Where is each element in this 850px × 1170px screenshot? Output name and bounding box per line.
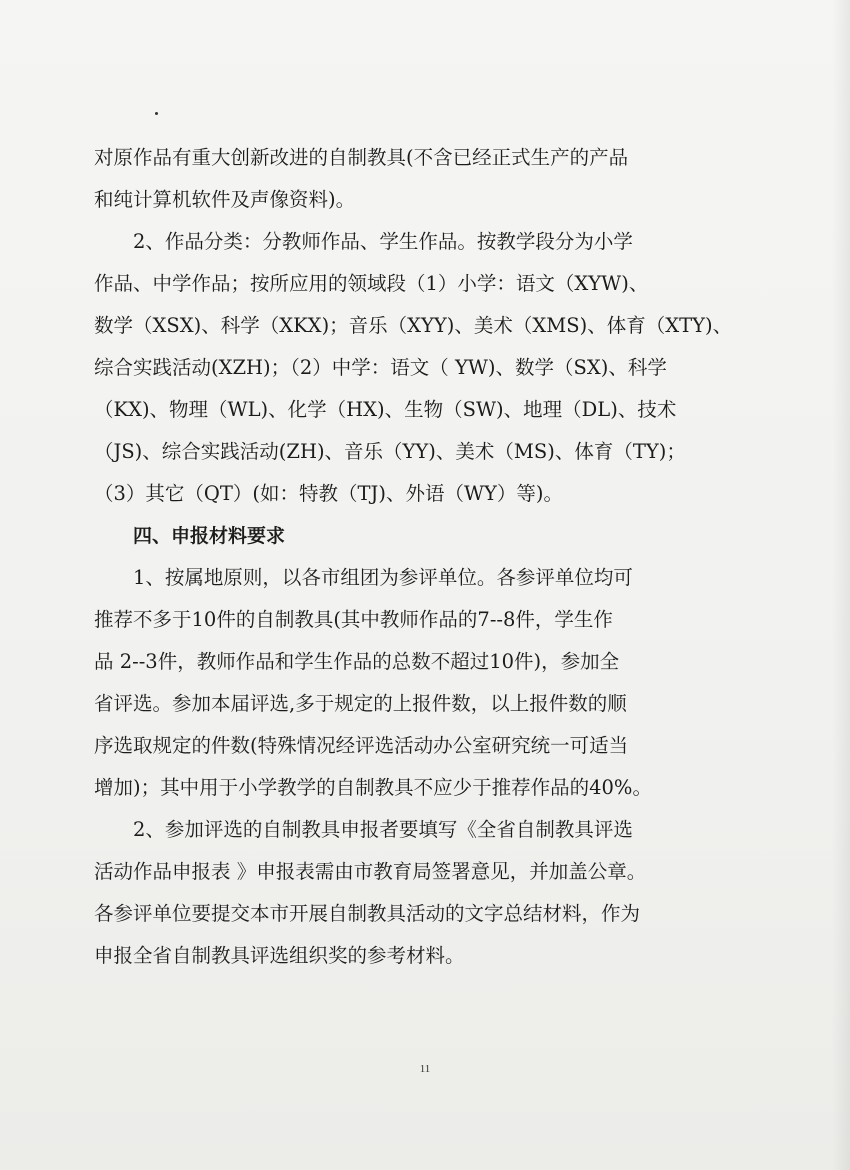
paragraph-2-line-1: 2、作品分类：分教师作品、学生作品。按教学段分为小学 — [133, 230, 633, 253]
paragraph-4-line-3: 各参评单位要提交本市开展自制教具活动的文字总结材料，作为 — [94, 902, 641, 925]
paragraph-2-line-3: 数学（XSX)、科学（XKX)；音乐（XYY)、美术（XMS)、体育（XTY)、 — [94, 314, 733, 337]
paragraph-3-line-6: 增加)；其中用于小学教学的自制教具不应少于推荐作品的40%。 — [94, 776, 652, 799]
page-number: 11 — [419, 1063, 431, 1075]
paragraph-2-line-2: 作品、中学作品；按所应用的领域段（1）小学：语文（XYW)、 — [94, 272, 649, 295]
scan-dot-mark — [155, 112, 158, 115]
paragraph-3-line-2: 推荐不多于10件的自制教具(其中教师作品的7--8件，学生作 — [94, 608, 613, 631]
paragraph-2-line-7: （3）其它（QT）(如：特教（TJ)、外语（WY）等)。 — [94, 482, 563, 505]
paragraph-4-line-2: 活动作品申报表 》申报表需由市教育局签署意见，并加盖公章。 — [94, 860, 647, 883]
paragraph-3-line-1: 1、按属地原则，以各市组团为参评单位。各参评单位均可 — [133, 566, 633, 589]
paragraph-3-line-5: 序选取规定的件数(特殊情况经评选活动办公室研究统一可适当 — [94, 734, 629, 757]
paragraph-3-line-4: 省评选。参加本届评选,多于规定的上报件数，以上报件数的顺 — [94, 692, 627, 715]
paragraph-4-line-4: 申报全省自制教具评选组织奖的参考材料。 — [94, 944, 465, 967]
section-heading: 四、申报材料要求 — [133, 525, 286, 547]
paragraph-2-line-5: （KX)、物理（WL)、化学（HX)、生物（SW)、地理（DL)、技术 — [94, 398, 677, 421]
document-body — [94, 137, 734, 977]
paragraph-2-line-6: （JS)、综合实践活动(ZH)、音乐（YY)、美术（MS)、体育（TY)； — [94, 440, 686, 463]
paragraph-3-line-3: 品 2--3件，教师作品和学生作品的总数不超过10件)，参加全 — [94, 650, 620, 673]
paragraph-2-line-4: 综合实践活动(XZH)；（2）中学：语文（ YW)、数学（SX)、科学 — [94, 356, 667, 379]
paragraph-1-line-1: 对原作品有重大创新改进的自制教具(不含已经正式生产的产品 — [94, 146, 629, 169]
paragraph-1-line-2: 和纯计算机软件及声像资料)。 — [94, 188, 356, 211]
paragraph-4-line-1: 2、参加评选的自制教具申报者要填写《全省自制教具评选 — [133, 818, 633, 841]
page-edge-shadow — [832, 0, 850, 1170]
